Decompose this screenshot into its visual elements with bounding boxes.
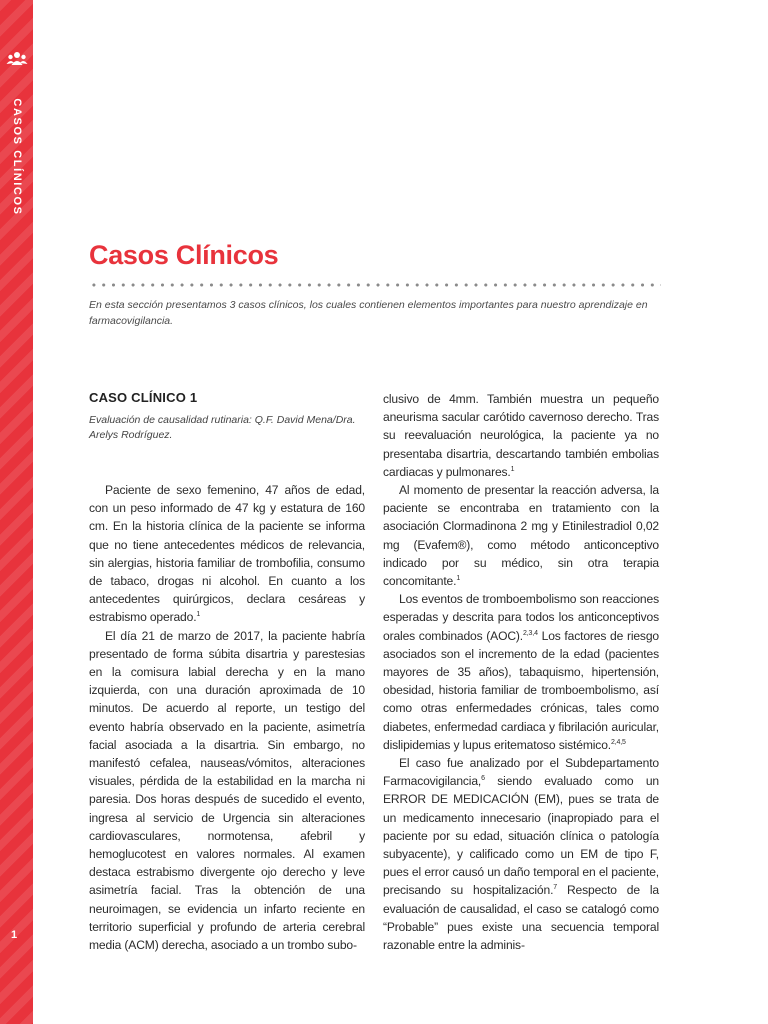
page-title: Casos Clínicos [89, 240, 279, 270]
paragraph-6 [383, 754, 659, 954]
reference-marker: 6 [481, 775, 485, 783]
reference-marker: 2,3,4 [523, 629, 538, 637]
paragraph-1 [89, 481, 365, 627]
dotted-divider [89, 282, 661, 288]
paragraph-4-text: Al momento de presentar la reacción adversa, la paciente se encontraba en tratamiento con la asociación Clormadinona 2 mg y Etinilestradiol 0,02 mg (Evafem®), como método anticonceptivo indicado por su médico, sin otra terapia concomitante. [383, 483, 659, 589]
paragraph-4 [383, 481, 659, 590]
reference-marker: 7 [553, 884, 558, 892]
paragraph-6-text-c: Respecto de la evaluación de causalidad, el caso se catalogó como “Probable” pues existe una secuencia temporal razonable entre la adminis- [383, 883, 659, 953]
reference-marker: 1 [456, 575, 461, 582]
left-column [89, 390, 365, 954]
right-column [383, 390, 659, 954]
paragraph-5-text-a: Los eventos de tromboembolismo son reacciones esperadas y descrita para todos los anticonceptivos orales combinados (AOC). [383, 592, 659, 643]
group-icon [6, 50, 28, 68]
case-subtitle: Evaluación de causalidad rutinaria: Q.F. David Mena/Dra. Arelys Rodríguez. [89, 414, 356, 441]
reference-marker: 1 [510, 465, 515, 473]
sidebar [0, 0, 33, 1024]
paragraph-3-text: clusivo de 4mm. También muestra un pequeño aneurisma sacular carótido cavernoso derecho. Tras su reevaluación neurológica, la paciente ya no presentaba disartria, descartando también embolias cardiacas y pulmonares. [383, 392, 659, 479]
page-number: 1 [11, 929, 18, 941]
reference-marker: 1 [196, 611, 201, 619]
paragraph-6-text-b: siendo evaluado como un ERROR DE MEDICACIÓN (EM), pues se trata de un medicamento innecesario (inapropiado para el paciente por su edad, situación clínica o patología subyacente), y calificado como un EM de tipo F, pues el error causó un daño temporal en el paciente, precisando su hospitalización. [383, 774, 659, 898]
paragraph-3 [383, 390, 659, 481]
paragraph-6-text-a: El caso fue analizado por el Subdepartamento Farmacovigilancia, [383, 756, 659, 789]
section-label-text: CASOS CLÍNICOS [11, 98, 23, 216]
paragraph-1-text: Paciente de sexo femenino, 47 años de edad, con un peso informado de 47 kg y estatura de 160 cm. En la historia clínica de la paciente se informa que no tiene antecedentes médicos de relevancia, sin alergias, historia familiar de trombofilia, consumo de tabaco, drogas ni alcohol. En cuanto a los antecedentes quirúrgicos, declara cesáreas y estrabismo operado. [89, 483, 365, 625]
case-title: CASO CLÍNICO 1 [89, 390, 198, 405]
section-label [7, 92, 27, 222]
intro-text: En esta sección presentamos 3 casos clínicos, los cuales contienen elementos importantes para nuestro aprendizaje en farmacovigilancia. [89, 299, 648, 327]
reference-marker: 2,4,5 [610, 738, 626, 746]
paragraph-5-text-b: Los factores de riesgo asociados son el incremento de la edad (pacientes mayores de 35 años), tabaquismo, hipertensión, obesidad, historia familiar de tromboembolismo, así como otras enfermedades crónicas, tales como diabetes, enfermedad cardiaca y fibrilación auricular, dislipidemias y lupus eritematoso sistémico. [383, 628, 659, 752]
paragraph-5 [383, 590, 659, 754]
paragraph-2: El día 21 de marzo de 2017, la paciente habría presentado de forma súbita disartria y parestesias en la comisura labial derecha y en la mano izquierda, con una duración aproximada de 10 minutos. De acuerdo al reporte, un testigo del evento habría observado en la paciente, asimetría facial asociada a la disartria. Sin embargo, no manifestó cefalea, nauseas/vómitos, alteraciones visuales, pérdida de la estabilidad en la marcha ni paresia. Dos horas después de sucedido el evento, ingresa al servicio de Urgencia sin alteraciones cardiovasculares, normotensa, afebril y hemoglucotest en valores normales. Al examen destaca estrabismo divergente ojo derecho y leve asimetría facial. Tras la obtención de una neuroimagen, se evidencia un infarto reciente en territorio superficial y profundo de arteria cerebral media (ACM) derecha, asociado a un trombo subo- [89, 628, 365, 953]
